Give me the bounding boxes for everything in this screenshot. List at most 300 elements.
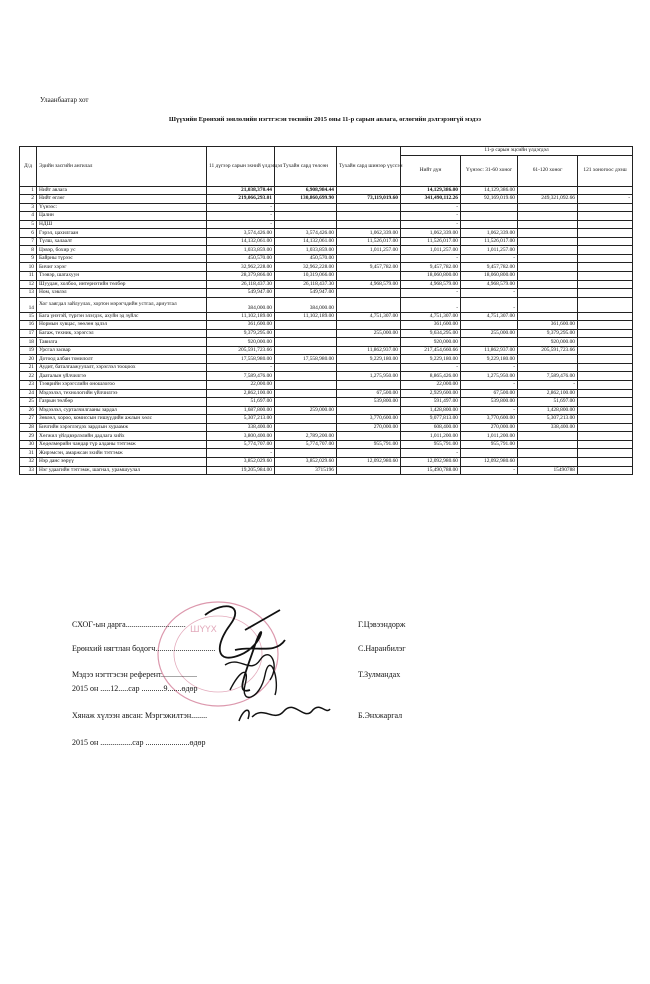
cell-c4: - xyxy=(401,289,461,298)
cell-c5 xyxy=(461,449,518,458)
cell-c5: 1,011,257.00 xyxy=(461,246,518,255)
cell-c4: 920,000.00 xyxy=(401,338,461,347)
cell-c5: 1,011,200.00 xyxy=(461,432,518,441)
cell-c5: 1,275,950.00 xyxy=(461,372,518,381)
cell-c7 xyxy=(578,246,633,255)
cell-name: Нийт авлага xyxy=(37,186,207,195)
cell-c7 xyxy=(578,406,633,415)
cell-c4: 1,428,800.00 xyxy=(401,406,461,415)
col-61-120-header: 61-120 хоног xyxy=(518,155,578,186)
col-accrued-header: Тухайн сард шинээр үүссэн xyxy=(337,147,401,187)
cell-c6: 5,307,213.00 xyxy=(518,415,578,424)
cell-c3: 3,770,600.00 xyxy=(337,415,401,424)
cell-c1: - xyxy=(207,212,275,221)
cell-c6: 361,600.00 xyxy=(518,321,578,330)
cell-c2 xyxy=(275,363,337,372)
cell-no: 16 xyxy=(20,321,37,330)
cell-c6 xyxy=(518,440,578,449)
table-row xyxy=(20,381,633,390)
cell-c1: 2,862,100.00 xyxy=(207,389,275,398)
col-31-60-header: Үүнээс: 31-60 хоног xyxy=(461,155,518,186)
signer-role: СХОГ-ын дарга xyxy=(72,620,126,629)
cell-c7 xyxy=(578,440,633,449)
cell-name: Жирэмсэн, амаржсан эхийн тэтгэмж xyxy=(37,449,207,458)
cell-c1: 9,379,295.00 xyxy=(207,329,275,338)
cell-name: Мэдээлэл, сурталчилгааны зардал xyxy=(37,406,207,415)
table-row xyxy=(20,212,633,221)
cell-no: 31 xyxy=(20,449,37,458)
cell-c7 xyxy=(578,457,633,466)
cell-name: Дотоод албан томилолт xyxy=(37,355,207,364)
cell-c6 xyxy=(518,297,578,312)
cell-c3 xyxy=(337,297,401,312)
cell-c5 xyxy=(461,338,518,347)
cell-c2: 549,947.00 xyxy=(275,289,337,298)
cell-c6 xyxy=(518,203,578,212)
cell-c4: - xyxy=(401,203,461,212)
col-total-header: Нийт дүн xyxy=(401,155,461,186)
table-row xyxy=(20,246,633,255)
cell-c6 xyxy=(518,263,578,272)
cell-c1: 7,589,476.00 xyxy=(207,372,275,381)
cell-name: Урсгал засвар xyxy=(37,346,207,355)
cell-c1: 3,852,029.60 xyxy=(207,457,275,466)
cell-c4: - xyxy=(401,363,461,372)
cell-c4: - xyxy=(401,254,461,263)
cell-c2 xyxy=(275,381,337,390)
cell-c4: 361,600.00 xyxy=(401,321,461,330)
cell-c5: - xyxy=(461,363,518,372)
table-row xyxy=(20,389,633,398)
cell-name: Гэрэл, цахилгаан xyxy=(37,229,207,238)
cell-c5: 4,968,579.00 xyxy=(461,280,518,289)
signature-line-1 xyxy=(72,620,186,629)
signer-name: Б.Энхжаргал xyxy=(358,711,403,720)
cell-c6: 9,379,295.00 xyxy=(518,329,578,338)
table-row xyxy=(20,406,633,415)
cell-c6: 205,591,723.66 xyxy=(518,346,578,355)
cell-c2 xyxy=(275,449,337,458)
cell-c2: 32,962,228.00 xyxy=(275,263,337,272)
cell-c6 xyxy=(518,186,578,195)
cell-c6 xyxy=(518,220,578,229)
cell-c3: 255,000.00 xyxy=(337,329,401,338)
cell-c6 xyxy=(518,457,578,466)
cell-c7: - xyxy=(578,195,633,204)
cell-c2 xyxy=(275,329,337,338)
cell-c2: 2,789,200.00 xyxy=(275,432,337,441)
cell-c3 xyxy=(337,186,401,195)
cell-no: 19 xyxy=(20,346,37,355)
cell-c2: 3,852,029.60 xyxy=(275,457,337,466)
cell-no: 6 xyxy=(20,229,37,238)
cell-c4: 22,000.00 xyxy=(401,381,461,390)
cell-c2 xyxy=(275,212,337,221)
cell-c5 xyxy=(461,212,518,221)
table-row xyxy=(20,432,633,441)
cell-c3 xyxy=(337,338,401,347)
cell-c1: 920,000.00 xyxy=(207,338,275,347)
cell-c5: 539,800.00 xyxy=(461,398,518,407)
cell-c3 xyxy=(337,449,401,458)
cell-name: Нэг удаагийн тэтгэмж, шагнал, урамшуулал xyxy=(37,466,207,475)
cell-c6 xyxy=(518,432,578,441)
cell-c4: 9,077,813.00 xyxy=(401,415,461,424)
signer-name: Г.Цэвээндорж xyxy=(358,620,406,629)
cell-name: Түлш, халаалт xyxy=(37,237,207,246)
signer-name: Т.Зулмандах xyxy=(358,670,401,679)
cell-c1: 549,947.00 xyxy=(207,289,275,298)
cell-c4: 217,454,660.66 xyxy=(401,346,461,355)
cell-c2: 259,000.00 xyxy=(275,406,337,415)
cell-c2 xyxy=(275,338,337,347)
cell-no: 23 xyxy=(20,381,37,390)
cell-no: 8 xyxy=(20,246,37,255)
cell-c3: 4,968,579.00 xyxy=(337,280,401,289)
cell-c3: 11,862,937.00 xyxy=(337,346,401,355)
cell-name: Багаж, техник, хэрэгсэл xyxy=(37,329,207,338)
cell-c1: - xyxy=(207,220,275,229)
table-row xyxy=(20,297,633,312)
cell-c1: 5,774,707.00 xyxy=(207,440,275,449)
cell-c6 xyxy=(518,289,578,298)
cell-c4: 15,490,788.00 xyxy=(401,466,461,475)
cell-c1: 5,307,213.00 xyxy=(207,415,275,424)
cell-c2 xyxy=(275,398,337,407)
cell-no: 15 xyxy=(20,312,37,321)
cell-c4: - xyxy=(401,449,461,458)
cell-c3 xyxy=(337,406,401,415)
cell-no: 3 xyxy=(20,203,37,212)
cell-c6: 338,400.00 xyxy=(518,423,578,432)
table-row xyxy=(20,329,633,338)
cell-c1: 338,400.00 xyxy=(207,423,275,432)
cell-c2: 26,118,437.30 xyxy=(275,280,337,289)
cell-c5: - xyxy=(461,254,518,263)
cell-c5: 9,457,782.00 xyxy=(461,263,518,272)
cell-c3: 1,275,950.00 xyxy=(337,372,401,381)
cell-c3 xyxy=(337,432,401,441)
signature-dots: .............................. xyxy=(155,644,216,653)
signature-dots: ........ xyxy=(191,711,208,720)
cell-c1: 28,379,866.00 xyxy=(207,272,275,281)
cell-c7 xyxy=(578,329,633,338)
cell-c1: 219,066,293.01 xyxy=(207,195,275,204)
cell-c7 xyxy=(578,355,633,364)
report-table-body xyxy=(20,186,633,475)
cell-c2 xyxy=(275,321,337,330)
cell-c5 xyxy=(461,321,518,330)
cell-c6 xyxy=(518,312,578,321)
table-row xyxy=(20,440,633,449)
date-line-1: 2015 он .....12.....сар ...........9.......өдөр xyxy=(72,684,198,693)
cell-c3: 73,119,019.60 xyxy=(337,195,401,204)
table-row xyxy=(20,289,633,298)
cell-c5: 1,062,339.00 xyxy=(461,229,518,238)
cell-c3 xyxy=(337,203,401,212)
cell-no: 17 xyxy=(20,329,37,338)
cell-c1: 1,033,859.00 xyxy=(207,246,275,255)
cell-c6 xyxy=(518,237,578,246)
city-label: Улаанбаатар хот xyxy=(40,96,89,104)
cell-c5: 12,092,980.60 xyxy=(461,457,518,466)
cell-name: Хөгжил үйлдвэрлэлийн дадлага хийх xyxy=(37,432,207,441)
cell-no: 9 xyxy=(20,254,37,263)
cell-c2 xyxy=(275,346,337,355)
cell-c3 xyxy=(337,220,401,229)
cell-name: Шуудан, холбоо, интернэтийн төлбөр xyxy=(37,280,207,289)
cell-c6 xyxy=(518,449,578,458)
table-row xyxy=(20,423,633,432)
table-row xyxy=(20,466,633,475)
table-row xyxy=(20,346,633,355)
cell-c7 xyxy=(578,280,633,289)
cell-c6: 249,321,092.66 xyxy=(518,195,578,204)
cell-c5: - xyxy=(461,381,518,390)
cell-c3: 67,500.00 xyxy=(337,389,401,398)
cell-c3 xyxy=(337,381,401,390)
cell-c4: 955,791.00 xyxy=(401,440,461,449)
cell-no: 11 xyxy=(20,272,37,281)
cell-no: 30 xyxy=(20,440,37,449)
signature-2-icon xyxy=(225,660,285,705)
cell-c5 xyxy=(461,220,518,229)
cell-c7 xyxy=(578,254,633,263)
cell-c7 xyxy=(578,346,633,355)
cell-name: Нэр данс зөрүү xyxy=(37,457,207,466)
cell-c1: 17,558,980.00 xyxy=(207,355,275,364)
cell-c2: 11,102,189.00 xyxy=(275,312,337,321)
signature-line-2 xyxy=(72,644,215,653)
cell-no: 10 xyxy=(20,263,37,272)
cell-c1: - xyxy=(207,449,275,458)
cell-name: Бичгийн хэрэглэгдэх зардлын хураамж xyxy=(37,423,207,432)
cell-c1: 361,600.00 xyxy=(207,321,275,330)
table-row xyxy=(20,449,633,458)
cell-c4: 1,011,200.00 xyxy=(401,432,461,441)
cell-c3: 11,526,017.00 xyxy=(337,237,401,246)
cell-c5: 67,500.00 xyxy=(461,389,518,398)
cell-c1: 21,038,370.44 xyxy=(207,186,275,195)
table-row xyxy=(20,220,633,229)
cell-c6: 15490788 xyxy=(518,466,578,475)
cell-c1: 11,102,189.00 xyxy=(207,312,275,321)
table-row xyxy=(20,186,633,195)
cell-c7 xyxy=(578,289,633,298)
cell-c1: 14,132,061.00 xyxy=(207,237,275,246)
cell-c2 xyxy=(275,372,337,381)
cell-name: Хөдөлмөрийн чандар түр алданы тэтгэмж xyxy=(37,440,207,449)
cell-c3 xyxy=(337,254,401,263)
signature-line-4 xyxy=(72,711,207,720)
cell-no: 25 xyxy=(20,398,37,407)
cell-c3: 955,791.00 xyxy=(337,440,401,449)
cell-name: НДШ xyxy=(37,220,207,229)
col-closing-group-header: 11-р сарын эцсийн үлдэгдэл xyxy=(401,147,633,156)
cell-c3: 1,062,339.00 xyxy=(337,229,401,238)
cell-c2: 5,774,707.00 xyxy=(275,440,337,449)
signer-role: Хянаж хүлээн авсан: Мэргэжилтэн xyxy=(72,711,192,720)
cell-c7 xyxy=(578,338,633,347)
cell-c7 xyxy=(578,186,633,195)
cell-c3 xyxy=(337,272,401,281)
cell-c2: 384,000.00 xyxy=(275,297,337,312)
table-row xyxy=(20,312,633,321)
cell-no: 1 xyxy=(20,186,37,195)
cell-no: 26 xyxy=(20,406,37,415)
cell-c1: - xyxy=(207,203,275,212)
cell-c7 xyxy=(578,263,633,272)
cell-c1: 26,118,437.30 xyxy=(207,280,275,289)
cell-name: Хог хаягдал зайлуулах, хортон мэрэгчдийн устгал, ариутгал xyxy=(37,297,207,312)
cell-c5: 92,169,019.60 xyxy=(461,195,518,204)
cell-c4: 1,011,257.00 xyxy=(401,246,461,255)
table-row xyxy=(20,272,633,281)
cell-name: Нормын хувцас, зөөлөн эдлэл xyxy=(37,321,207,330)
cell-c3: 539,800.00 xyxy=(337,398,401,407)
cell-c2: 1,033,859.00 xyxy=(275,246,337,255)
col-121-header: 121 хоногоос дээш xyxy=(578,155,633,186)
cell-c1: 450,570.00 xyxy=(207,254,275,263)
cell-c7 xyxy=(578,432,633,441)
table-row xyxy=(20,415,633,424)
cell-c4: 12,092,980.60 xyxy=(401,457,461,466)
cell-c7 xyxy=(578,363,633,372)
cell-c6 xyxy=(518,280,578,289)
cell-c7 xyxy=(578,237,633,246)
cell-c7 xyxy=(578,415,633,424)
cell-c2: 3,574,426.00 xyxy=(275,229,337,238)
cell-c2 xyxy=(275,423,337,432)
cell-c6 xyxy=(518,229,578,238)
cell-c3 xyxy=(337,289,401,298)
cell-name: Газрын төлбөр xyxy=(37,398,207,407)
cell-c5: 14,129,386.00 xyxy=(461,186,518,195)
table-row xyxy=(20,280,633,289)
cell-c2: 450,570.00 xyxy=(275,254,337,263)
cell-c7 xyxy=(578,203,633,212)
col-paid-header: Тухайн сард төлсөн xyxy=(275,147,337,187)
cell-c1: 32,962,228.00 xyxy=(207,263,275,272)
cell-c7 xyxy=(578,466,633,475)
cell-c1: 3,574,426.00 xyxy=(207,229,275,238)
cell-name: Цалин xyxy=(37,212,207,221)
cell-c6: 920,000.00 xyxy=(518,338,578,347)
cell-c6: 1,428,800.00 xyxy=(518,406,578,415)
cell-c4: - xyxy=(401,212,461,221)
cell-c5: 255,000.00 xyxy=(461,329,518,338)
cell-c5: 9,229,180.00 xyxy=(461,355,518,364)
cell-c7 xyxy=(578,398,633,407)
cell-no: 27 xyxy=(20,415,37,424)
cell-c5 xyxy=(461,203,518,212)
table-row xyxy=(20,355,633,364)
cell-c1: 22,000.00 xyxy=(207,381,275,390)
cell-c1: 19,205,984.00 xyxy=(207,466,275,475)
cell-no: 21 xyxy=(20,363,37,372)
signer-name: С.Наранбилэг xyxy=(358,644,406,653)
cell-c6: 51,697.00 xyxy=(518,398,578,407)
cell-c2: 17,558,980.00 xyxy=(275,355,337,364)
cell-c7 xyxy=(578,297,633,312)
cell-no: 20 xyxy=(20,355,37,364)
cell-c6 xyxy=(518,363,578,372)
cell-c3 xyxy=(337,363,401,372)
table-row xyxy=(20,321,633,330)
cell-c2: 14,132,061.00 xyxy=(275,237,337,246)
table-row xyxy=(20,457,633,466)
cell-c6 xyxy=(518,272,578,281)
col-no-header: Д/д xyxy=(20,147,37,187)
cell-c7 xyxy=(578,212,633,221)
cell-c5: 11,862,937.00 xyxy=(461,346,518,355)
cell-name: Тээвэр, шатахуун xyxy=(37,272,207,281)
date-line-2: 2015 он ................сар ......................өдөр xyxy=(72,738,206,747)
cell-no: 22 xyxy=(20,372,37,381)
cell-no: 4 xyxy=(20,212,37,221)
cell-c4: 8,865,426.00 xyxy=(401,372,461,381)
cell-no: 12 xyxy=(20,280,37,289)
table-row xyxy=(20,237,633,246)
cell-c4: - xyxy=(401,297,461,312)
cell-no: 29 xyxy=(20,432,37,441)
cell-c7 xyxy=(578,372,633,381)
cell-name: Үүнээс: xyxy=(37,203,207,212)
cell-c3 xyxy=(337,466,401,475)
cell-name: Тавилга xyxy=(37,338,207,347)
cell-c4: 9,229,180.00 xyxy=(401,355,461,364)
signer-role: Ерөнхий нягтлан бодогч xyxy=(72,644,156,653)
cell-c1: 205,591,723.66 xyxy=(207,346,275,355)
cell-c5: - xyxy=(461,297,518,312)
cell-c6 xyxy=(518,212,578,221)
cell-c3: 12,092,980.60 xyxy=(337,457,401,466)
cell-no: 7 xyxy=(20,237,37,246)
table-row xyxy=(20,195,633,204)
cell-c1: - xyxy=(207,363,275,372)
table-row xyxy=(20,363,633,372)
cell-c3 xyxy=(337,212,401,221)
cell-no: 5 xyxy=(20,220,37,229)
table-row xyxy=(20,229,633,238)
cell-c5: 11,526,017.00 xyxy=(461,237,518,246)
cell-c1: 384,000.00 xyxy=(207,297,275,312)
signature-dots: .................. xyxy=(160,670,197,679)
table-row xyxy=(20,372,633,381)
cell-no: 32 xyxy=(20,457,37,466)
cell-name: Нийт өглөг xyxy=(37,195,207,204)
report-table xyxy=(19,146,633,475)
cell-name: Байрны түрээс xyxy=(37,254,207,263)
cell-c4: 4,968,579.00 xyxy=(401,280,461,289)
table-row xyxy=(20,254,633,263)
cell-c7 xyxy=(578,389,633,398)
cell-c4: 9,457,782.00 xyxy=(401,263,461,272)
cell-c3: 270,000.00 xyxy=(337,423,401,432)
cell-c7 xyxy=(578,272,633,281)
cell-c6 xyxy=(518,355,578,364)
cell-c5: - xyxy=(461,466,518,475)
table-row xyxy=(20,263,633,272)
cell-c7 xyxy=(578,381,633,390)
cell-c3: 1,011,257.00 xyxy=(337,246,401,255)
cell-c2 xyxy=(275,389,337,398)
cell-c7 xyxy=(578,449,633,458)
cell-c2: 6,908,984.44 xyxy=(275,186,337,195)
cell-c1: 1,687,800.00 xyxy=(207,406,275,415)
col-opening-header: 11 дүгээр сарын эхний үлдэгдэл xyxy=(207,147,275,187)
signer-role: Мэдээ нэгтгэсэн референт xyxy=(72,670,161,679)
